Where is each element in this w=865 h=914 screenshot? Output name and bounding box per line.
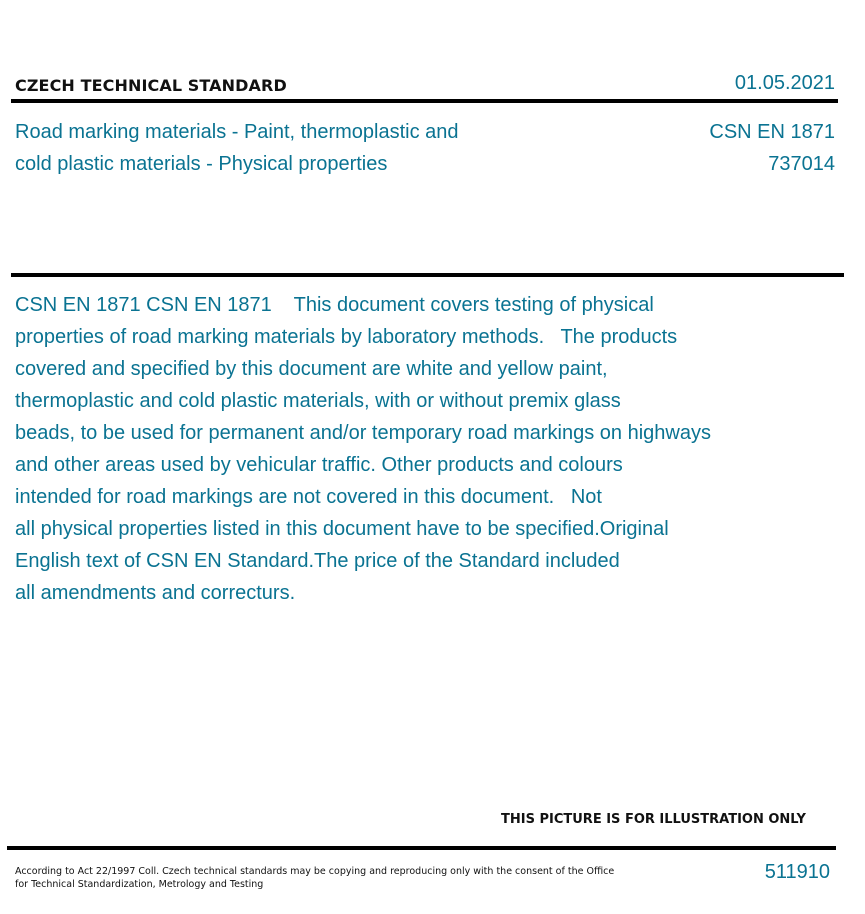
description-line: CSN EN 1871 CSN EN 1871 This document covers testing of physical: [15, 294, 654, 316]
copyright-note-line: According to Act 22/1997 Coll. Czech technical standards may be copying and reproducing only with the consent of the Office: [15, 866, 615, 877]
standard-title-line: Road marking materials - Paint, thermoplastic and: [15, 121, 459, 143]
standard-identifiers: [709, 116, 835, 180]
description-line: covered and specified by this document are white and yellow paint,: [15, 358, 608, 380]
publication-date: 01.05.2021: [734, 72, 835, 94]
illustration-note: THIS PICTURE IS FOR ILLUSTRATION ONLY: [501, 812, 806, 827]
standard-title-line: cold plastic materials - Physical properties: [15, 153, 388, 175]
header-divider: [11, 99, 838, 103]
standard-code: CSN EN 1871: [709, 121, 835, 143]
standard-description: [15, 289, 815, 609]
description-line: properties of road marking materials by laboratory methods. The products: [15, 326, 678, 348]
description-line: beads, to be used for permanent and/or temporary road markings on highways: [15, 422, 711, 444]
footer-divider: [7, 846, 836, 850]
description-line: thermoplastic and cold plastic materials, with or without premix glass: [15, 390, 621, 412]
standard-title: [15, 116, 535, 180]
description-line: and other areas used by vehicular traffic. Other products and colours: [15, 454, 623, 476]
catalog-number: 511910: [764, 861, 830, 883]
copyright-note-line: for Technical Standardization, Metrology and Testing: [15, 879, 264, 890]
title-divider: [11, 273, 844, 277]
description-line: all amendments and correcturs.: [15, 582, 296, 604]
description-line: all physical properties listed in this document have to be specified.Original: [15, 518, 669, 540]
description-line: intended for road markings are not covered in this document. Not: [15, 486, 602, 508]
document-type-label: CZECH TECHNICAL STANDARD: [15, 76, 287, 95]
copyright-note: [15, 865, 615, 891]
description-line: English text of CSN EN Standard.The price of the Standard included: [15, 550, 620, 572]
standard-number: 737014: [768, 153, 835, 175]
